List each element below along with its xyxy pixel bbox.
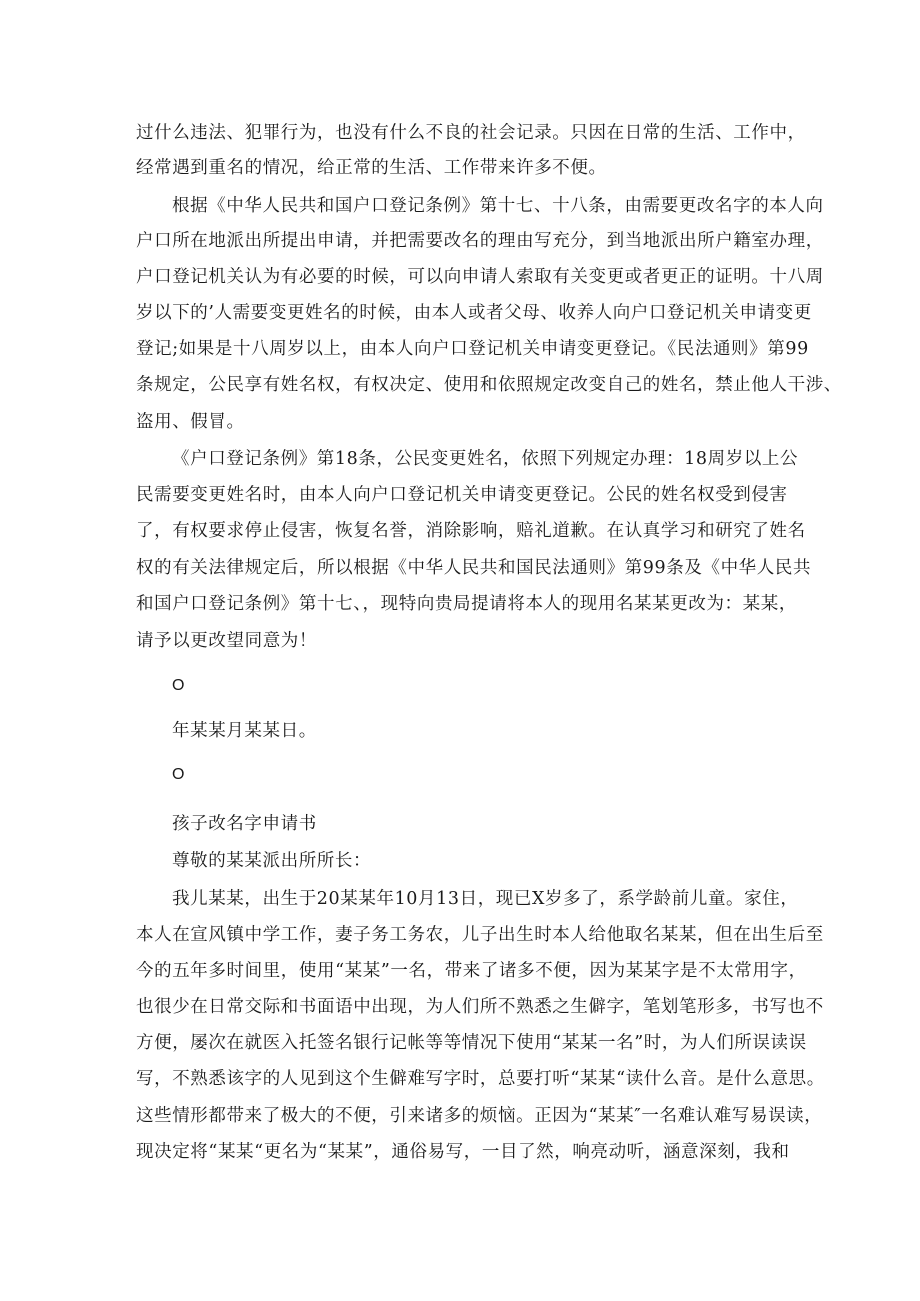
text-line-22: 本人在宣风镇中学工作，妻子务工务农，儿子出生时本人给他取名某某，但在出生后至 bbox=[136, 925, 824, 945]
text-line-6: 岁以下的’人需要变更姓名的时候，由本人或者父母、收养人向户口登记机关申请变更 bbox=[136, 303, 812, 323]
text-line-8: 条规定，公民享有姓名权，有权决定、使用和依照规定改变自己的姓名，禁止他人干涉、 bbox=[136, 375, 842, 395]
text-line-28: 现决定将“某某“更名为“某某”，通俗易写，一目了然，响亮动听，涵意深刻，我和 bbox=[136, 1142, 790, 1162]
text-line-1: 过什么违法、犯罪行为，也没有什么不良的社会记录。只因在日常的生活、工作中， bbox=[136, 123, 806, 143]
section-title: 孩子改名字申请书 bbox=[172, 814, 317, 834]
text-line-24: 也很少在日常交际和书面语中出现，为人们所不熟悉之生僻字，笔划笔形多，书写也不 bbox=[136, 997, 824, 1017]
text-line-5: 户口登记机关认为有必要的时候，可以向申请人索取有关变更或者更正的证明。十八周 bbox=[136, 267, 824, 287]
text-line-9: 盗用、假冒。 bbox=[136, 412, 245, 432]
text-line-21: 我儿某某，出生于20某某年10月13日，现已X岁多了，系学龄前儿童。家住， bbox=[172, 889, 799, 909]
text-line-27: 这些情形都带来了极大的不便，引来诸多的烦恼。正因为“某某″一名难认难写易误读， bbox=[136, 1106, 823, 1126]
text-line-23: 今的五年多时间里，使用“某某”一名，带来了诸多不便，因为某某字是不太常用字， bbox=[136, 961, 807, 981]
text-line-11: 民需要变更姓名时，由本人向户口登记机关申请变更登记。公民的姓名权受到侵害 bbox=[136, 485, 788, 505]
text-line-15: 请予以更改望同意为！ bbox=[136, 631, 317, 651]
text-line-10: 《户口登记条例》第18条，公民变更姓名，依照下列规定办理：18周岁以上公 bbox=[172, 449, 799, 469]
text-line-26: 写，不熟悉该字的人见到这个生僻难写字时，总要打听“某某“读什么音。是什么意思。 bbox=[136, 1069, 825, 1089]
text-line-4: 户口所在地派出所提出申请，并把需要改名的理由写充分，到当地派出所户籍室办理， bbox=[136, 231, 824, 251]
text-line-3: 根据《中华人民共和国户口登记条例》第十七、十八条，由需要更改名字的本人向 bbox=[172, 196, 824, 216]
text-line-14: 和国户口登记条例》第十七、，现特向贵局提请将本人的现用名某某更改为：某某， bbox=[136, 594, 797, 614]
text-line-12: 了，有权要求停止侵害，恢复名誉，消除影响，赔礼道歉。在认真学习和研究了姓名 bbox=[136, 521, 806, 541]
text-line-2: 经常遇到重名的情况，给正常的生活、工作带来许多不便。 bbox=[136, 158, 607, 178]
circle-mark-1: O bbox=[172, 677, 185, 694]
salutation: 尊敬的某某派出所所长： bbox=[172, 851, 372, 871]
date-line: 年某某月某某日。 bbox=[172, 721, 317, 741]
text-line-13: 权的有关法律规定后，所以根据《中华人民共和国民法通则》第99条及《中华人民共 bbox=[136, 558, 812, 578]
text-line-7: 登记;如果是十八周岁以上，由本人向户口登记机关申请变更登记。《民法通则》第99 bbox=[136, 339, 809, 359]
text-line-25: 方便，屡次在就医入托签名银行记帐等等情况下使用“某某一名”时，为人们所误读误 bbox=[136, 1033, 807, 1053]
circle-mark-2: O bbox=[172, 766, 185, 783]
